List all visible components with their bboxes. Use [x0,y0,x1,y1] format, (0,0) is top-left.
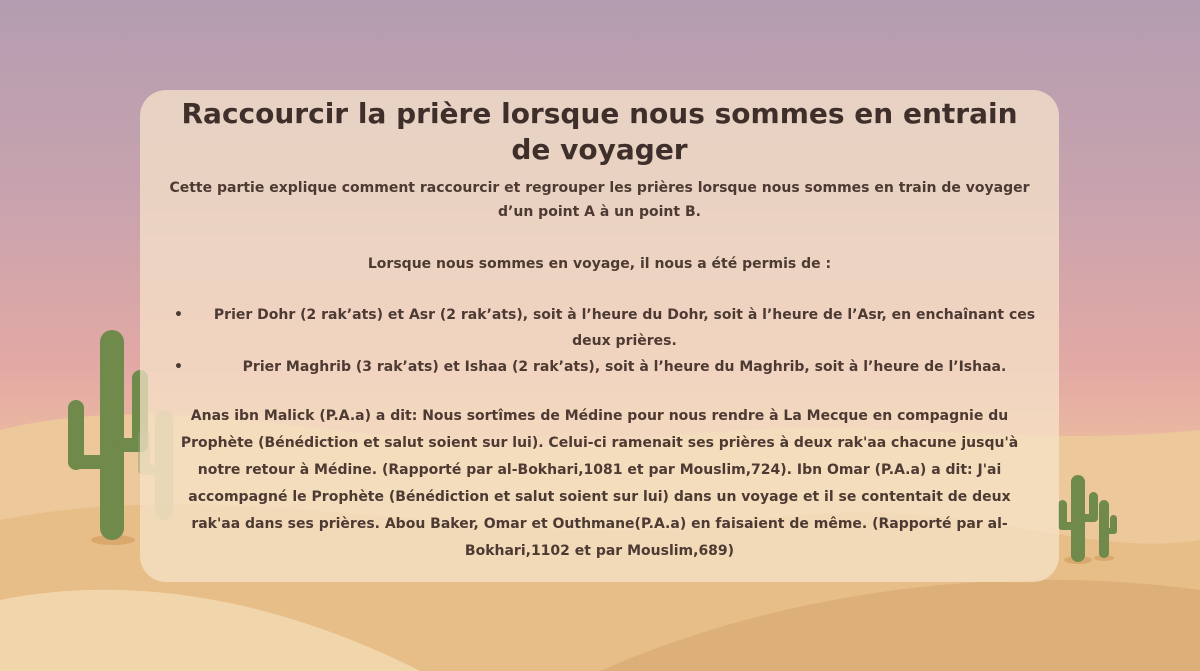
bullet-icon: • [174,307,183,323]
bullet-icon: • [174,359,183,375]
permission-text: Lorsque nous sommes en voyage, il nous a été permis de : [367,256,832,272]
bullet-list [170,302,1039,380]
list-item [170,302,1039,354]
list-item [170,354,1039,380]
page-title: Raccourcir la prière lorsque nous sommes en entrain de voyager [181,97,1018,166]
list-item-text: Prier Maghrib (3 rak’ats) et Ishaa (2 rak’ats), soit à l’heure du Maghrib, soit à l’heure de l’Ishaa. [242,359,1007,375]
content-card [140,90,1059,582]
intro-text: Cette partie explique comment raccourcir et regrouper les prières lorsque nous sommes en train de voyager d’un point A à un point B. [169,180,1030,220]
list-item-text: Prier Dohr (2 rak’ats) et Asr (2 rak’ats), soit à l’heure du Dohr, soit à l’heure de l’Asr, en enchaînant ces deux prières. [213,307,1036,349]
hadith-paragraph: Anas ibn Malick (P.A.a) a dit: Nous sortîmes de Médine pour nous rendre à La Mecque en compagnie du Prophète (Bénédiction et salut soient sur lui). Celui-ci ramenait ses prières à deux rak'aa chacune jusqu'à notre retour à Médine. (Rapporté par al-Bokhari,1081 et par Mouslim,724). Ibn Omar (P.A.a) a dit: J'ai accompagné le Prophète (Bénédiction et salut soient sur lui) dans un voyage et il se contentait de deux rak'aa dans ses prières. Abou Baker, Omar et Outhmane(P.A.a) en faisaient de même. (Rapporté par al-Bokhari,1102 et par Mouslim,689) [180,408,1019,559]
